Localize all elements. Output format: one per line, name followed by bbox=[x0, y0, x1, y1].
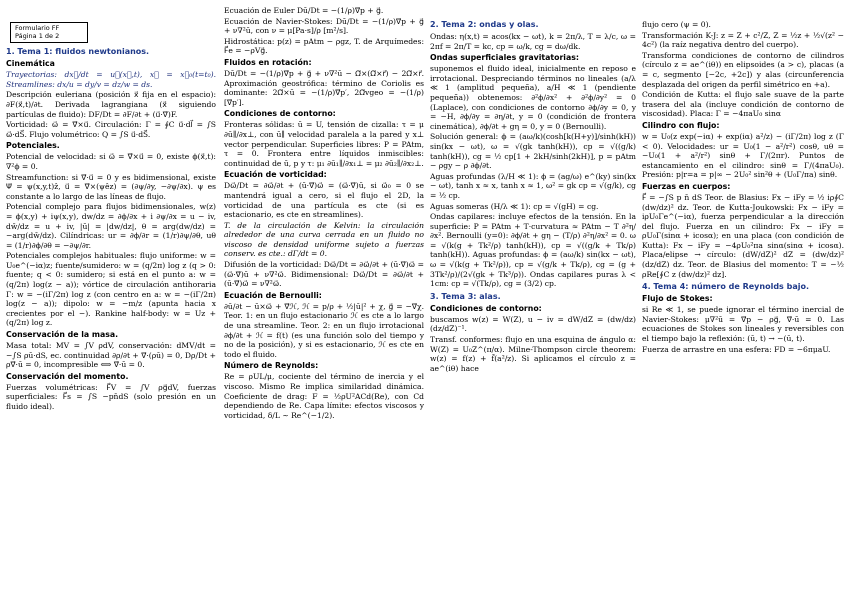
column-4 bbox=[642, 0, 844, 599]
kj-text: Transformación K-J: z = Z + c²/Z, Z = ½z + ½√(z² − 4c²) (la raíz negativa dentro del cuerpo). bbox=[642, 30, 844, 50]
cinematica-heading: Cinemática bbox=[6, 59, 55, 69]
bernoulli-text: ∂ū/∂t − ū×ω⃗ + ∇⃗ℋ, ℋ = p/ρ + ½|ū|² + χ, g⃗ = −∇⃗χ. Teor. 1: en un flujo estacionario ℋ es cte a lo largo de una streamline. Teor. 2: en un flujo irrotacional ∂ϕ/∂t + ℋ = f(t) (es una función solo del tiempo y no de la posición), y si es estacionario, ℋ es cte en todo el fluido. bbox=[224, 301, 424, 359]
reynolds-heading: Número de Reynolds: bbox=[224, 361, 319, 371]
gravitatorias-text: suponemos el fluido ideal, inicialmente en reposo e irrotacional. Despreciando términos no lineales (a/λ ≪ 1 (amplitud pequeña), a/H ≪ 1 (pendiente pequeña)) obtenemos: ∂²ϕ/∂x² + ∂²ϕ/∂y² = 0 (Laplace), con condiciones de contorno ∂ϕ/∂y = 0, y = −H, ∂ϕ/∂y = ∂η/∂t, y = 0 (condición de frontera cinemática), ∂ϕ/∂t + gη = 0, y = 0 (Bernoulli). bbox=[430, 64, 636, 131]
pot-habituales-text: Potenciales complejos habituales: flujo uniforme: w = U₀e^(−iα)z; fuente/sumidero: w = (q/2π) log z (q > 0: fuente; q < 0: sumidero; si está en el punto a: w = (q/2π) log(z − a)); vórtice de circulación antihoraria Γ: w = −(iΓ/2π) log z (con centro en a: w = −(iΓ/2π) log(z − a)); dipolo: w = −m/z (apunta hacia x crecientes por el −). Rankine half-body: w = Uz + (q/2π) log z. bbox=[6, 251, 216, 328]
fuerzas-text: F⃗ = −∫S p n̄ dS Teor. de Blasius: Fx − iFy = ½ iρ∮C (dw/dz)² dz. Teor. de Kutta-Joukowski: Fx − iFy = iρU₀Γe^(−iα), fuerza perpendicular a la dirección del flujo. Fuerza en un cilindro: Fx − iFy = ρU₀Γ(sinα + icosα); en una placa (con condición de Kutta): Fx − iFy = −4ρU₀²πa sinα(sinα + icosα). Placa/elipse → círculo: (dW/dZ)² dZ = (dw/dz)² (dz/dZ) dz. Teor. de Blasius del momento: T = −½ ρRe[∮C z (dw/dz)² dz]. bbox=[642, 192, 844, 279]
page-number: Página 1 de 2 bbox=[15, 31, 60, 40]
streamfunction-text: Streamfunction: si ∇⃗·u⃗ = 0 y es bidimensional, existe Ψ⃗ = ψ(x,y,t)ẑ, u⃗ = ∇⃗×(ψêz) = (∂ψ/∂y, −∂ψ/∂x). ψ es constante a lo largo de las líneas de flujo. bbox=[6, 172, 216, 201]
potenciales-heading: Potenciales. bbox=[6, 141, 60, 151]
reynolds-text: Re = ρUL/μ, cociente del término de inercia y el viscoso. Mismo Re implica similaridad dinámica. Coeficiente de drag: F = ½ρU²ACd(Re), con Cd dependiendo de Re. Capa límite: efectos viscosos y vorticidad, δ/L ∼ Re^(−1/2). bbox=[224, 372, 424, 420]
ondas-capilares-text: Ondas capilares: incluye efectos de la tensión. En la superficie: P = PAtm + T·curvatura ≈ PAtm − T ∂²η/∂x². Bernoulli (y=0): ∂ϕ/∂t + gη − (T/ρ) ∂²η/∂x² = 0. ω = √(k(g + Tk²/ρ) tanh(kH)), cp = √((g/k + Tk/ρ) tanh(kH)). Aguas profundas: ϕ = (aω/k) sin(kx − ωt), ω = √(k(g + Tk²/ρ)), cp = √(g/k + Tk/ρ), cg = (g + 3Tk²/ρ)/(2√(gk + Tk³/ρ)). Ondas capilares puras λ < 1cm: cp = √(Tk/ρ), cg = (3/2) cp. bbox=[430, 212, 636, 289]
column-2 bbox=[224, 0, 424, 599]
euleriana-text: Descripción euleriana (posición x⃗ fija en el espacio): ∂F(x⃗,t)/∂t. Derivada lagrangiana (x⃗ siguiendo partículas de fluido): DF/Dt = ∂F/∂t + (u⃗·∇⃗)F. bbox=[6, 90, 216, 119]
aguas-someras-text: Aguas someras (H/λ ≪ 1): cp = √(gH) = cg. bbox=[430, 201, 599, 211]
contorno-heading: Condiciones de contorno: bbox=[224, 109, 336, 119]
section-4-heading: 4. Tema 4: número de Reynolds bajo. bbox=[642, 282, 810, 292]
gravitatorias-heading: Ondas superficiales gravitatorias: bbox=[430, 53, 579, 63]
transf-conformes-text: Transf. conformes: flujo en una esquina de ángulo α: W(Z) = U₀Z^(π/α). Milne-Thompson circle theorem: w(z) = f(z) + f̄(a²/z). Si aplicamos el círculo z = ae^(iθ) hace bbox=[430, 335, 636, 373]
header-box bbox=[10, 22, 88, 43]
section-1-heading: 1. Tema 1: fluidos newtonianos. bbox=[6, 47, 150, 57]
rotacion-heading: Fluidos en rotación: bbox=[224, 57, 312, 67]
trayectorias-text: Trayectorias: dx⃗/dt = u⃗(x⃗,t), x⃗ = x⃗₀(t=t₀). Streamlines: dx/u = dy/v = dz/w = ds. bbox=[6, 70, 216, 89]
vorticidad-heading: Ecuación de vorticidad: bbox=[224, 170, 327, 180]
kelvin-text: T. de la circulación de Kelvin: la circulación alrededor de una curva cerrada en un fluido no viscoso de densidad uniforme sujeto a fuerzas conserv. es cte.: dΓ/dt = 0. bbox=[224, 220, 424, 259]
hidrostatica-text: Hidrostática: p(z) = pAtm − ρgz, T. de Arquímedes: F⃗e = −ρVg⃗. bbox=[224, 36, 424, 56]
masa-text: Masa total: MV = ∫V ρdV, conservación: dMV/dt = −∫S ρū·dS, ec. continuidad ∂ρ/∂t + ∇⃗·(ρū) = 0, Dρ/Dt + ρ∇⃗·ū = 0, incompresible ⟺ ∇⃗·ū = 0. bbox=[6, 341, 216, 370]
fuerzas-heading: Fuerzas en cuerpos: bbox=[642, 181, 731, 191]
pot-complejo-text: Potencial complejo para flujos bidimensionales, w(z) = ϕ(x,y) + iψ(x,y), dw/dz = ∂ϕ/∂x + i ∂ψ/∂x = u − iv, dw̄/dz = u + iv, |ū| = |dw/dz|, θ = arg(dw/dz) = −arg(dw̄/dz). Cilíndricas: ur = ∂ϕ/∂r = (1/r)∂ψ/∂θ, uθ = (1/r)∂ϕ/∂θ = −∂ψ/∂r. bbox=[6, 202, 216, 250]
bernoulli-heading: Ecuación de Bernoulli: bbox=[224, 290, 322, 300]
cilindro-heading: Cilindro con flujo: bbox=[642, 120, 720, 130]
alas-contorno-text: buscamos w(z) = W(Z), u − iv = dW/dZ = (dw/dz)(dz/dZ)⁻¹. bbox=[430, 314, 636, 334]
alas-contorno-heading: Condiciones de contorno: bbox=[430, 303, 542, 313]
momento-text: Fuerzas volumétricas: F⃗V = ∫V ρg⃗dV, fuerzas superficiales: F⃗s = ∫S −pn̄dS (solo presión en un fluido ideal). bbox=[6, 382, 216, 411]
masa-heading: Conservación de la masa. bbox=[6, 330, 119, 340]
elipsoides-text: Transforma condiciones de contorno de cilindros (círculo z = ae^(iθ)) en elipsoides (a > c), placas (a = c, segmento [−2c, +2c]) y alas (circunferencia desplazada del origen da perfil simétrico en +a). bbox=[642, 50, 844, 89]
stokes-text: si Re ≪ 1, se puede ignorar el término inercial de Navier-Stokes: μ∇²ū = ∇⃗p − ρg⃗, ∇⃗·ū = 0. Las ecuaciones de Stokes son lineales y reversibles con el tiempo bajo la reflexión: (ū, t) → −(ū, t). bbox=[642, 305, 844, 344]
section-3-heading: 3. Tema 3: alas. bbox=[430, 291, 501, 301]
column-3 bbox=[430, 0, 636, 599]
vorticidad-eq-text: Dω⃗/Dt = ∂ω⃗/∂t + (ū·∇⃗)ω⃗ = (ω⃗·∇⃗)ū, si ω⃗₀ = 0 se mantendrá igual a cero, si el flujo el 2D, la vorticidad de una partícula es cte (si es estacionario, es cte en streamlines). bbox=[224, 181, 424, 220]
stokes-heading: Flujo de Stokes: bbox=[642, 294, 713, 304]
ondas-text: Ondas: η(x,t) = acos(kx − ωt), k = 2π/λ, T = λ/c, ω = 2πf = 2π/T = kc, cp = ω/k, cg = dω/dk. bbox=[430, 32, 636, 51]
kutta-text: Condición de Kutta: el flujo sale suave de la parte trasera del ala (incluye condición de contorno de viscosidad). Placa: Γ = −4πaU₀ sinα bbox=[642, 90, 844, 119]
pot-velocidad-text: Potencial de velocidad: si ω⃗ = ∇⃗×u⃗ = 0, existe ϕ(x⃗,t): ∇²ϕ = 0. bbox=[6, 152, 216, 171]
rotacion-text: Dū/Dt = −(1/ρ)∇⃗p + g⃗ + ν∇²ū − Ω⃗×(Ω⃗×r⃗) − 2Ω⃗×r⃗. Aproximación geostrófica: término de Coriolis es dominante: 2Ω⃗×ū = −(1/ρ)∇⃗p′, 2Ω⃗vgeo = −(1/ρ)[∇⃗p′]. bbox=[224, 68, 424, 107]
column-1 bbox=[6, 0, 216, 599]
euler-text: Ecuación de Euler Dū/Dt = −(1/ρ)∇⃗p + g⃗. bbox=[224, 6, 384, 15]
flujo-cero-text: flujo cero (ψ = 0). bbox=[642, 20, 711, 29]
contorno-text: Fronteras sólidas: ū = U, tensión de cizalla: τ = μ ∂ū∥/∂x⊥, con ū∥ velocidad paralela a la pared y x⊥ vector perpendicular. Superficies libres: P = PAtm, τ = 0. Frontera entre líquidos inmiscibles: continuidad de ū, p y τ: μ₁ ∂ū₁∥/∂x₁⊥ = μ₂ ∂ū₂∥/∂x₂⊥. bbox=[224, 120, 424, 168]
section-2-heading: 2. Tema 2: ondas y olas. bbox=[430, 20, 539, 29]
aguas-profundas-text: Aguas profundas (λ/H ≪ 1): ϕ = (ag/ω) e^(ky) sin(kx − ωt), tanh x ≈ x, tanh x ≈ 1, ω² = gk cp = √(g/k), cg = ½ cp. bbox=[430, 171, 636, 200]
difusion-text: Difusión de la vorticidad: Dω⃗/Dt = ∂ω⃗/∂t + (ū·∇⃗)ω⃗ = (ω⃗·∇⃗)ū + ν∇²ω⃗. Bidimensional: Dω⃗/Dt = ∂ω⃗/∂t + (ū·∇⃗)ω⃗ = ν∇²ω⃗. bbox=[224, 260, 424, 289]
solucion-general-text: Solución general: ϕ = (aω/k)(cosh[k(H+y)]/sinh(kH)) sin(kx − ωt), ω = √(gk tanh(kH)), cp = √((g/k) tanh(kH)), cg = ½ cp[1 + 2kH/sinh(2kH)], p = pAtm − ρgy − ρ ∂ϕ/∂t. bbox=[430, 132, 636, 171]
navier-stokes-text: Ecuación de Navier-Stokes: Dū/Dt = −(1/ρ)∇⃗p + g⃗ + ν∇²ū, con ν = μ[Pa·s]/ρ [m²/s]. bbox=[224, 16, 424, 36]
drag-text: Fuerza de arrastre en una esfera: FD = −6πμaU. bbox=[642, 344, 831, 354]
cilindro-text: w = U₀(z exp(−iα) + exp(iα) a²/z) − (iΓ/2π) log z (Γ < 0). Velocidades: ur = U₀(1 − a²/r²) cosθ, uθ = −U₀(1 + a²/r²) sinθ + Γ/(2πr). Puntos de estancamiento en el cilindro: sinθ = Γ/(4πaU₀). Presión: p|r=a = p|∞ − 2U₀² sin²θ + (U₀Γ/πa) sinθ. bbox=[642, 131, 844, 180]
doc-title: Formulario FF bbox=[15, 24, 60, 32]
momento-heading: Conservación del momento. bbox=[6, 371, 129, 381]
vorticidad-text: Vorticidad: ω⃗ = ∇⃗×u⃗. Circulación: Γ = ∮C u⃗·dl⃗ = ∫S ω⃗·dS⃗. Flujo volumétrico: Q = ∫S u⃗·dS⃗. bbox=[6, 120, 216, 139]
